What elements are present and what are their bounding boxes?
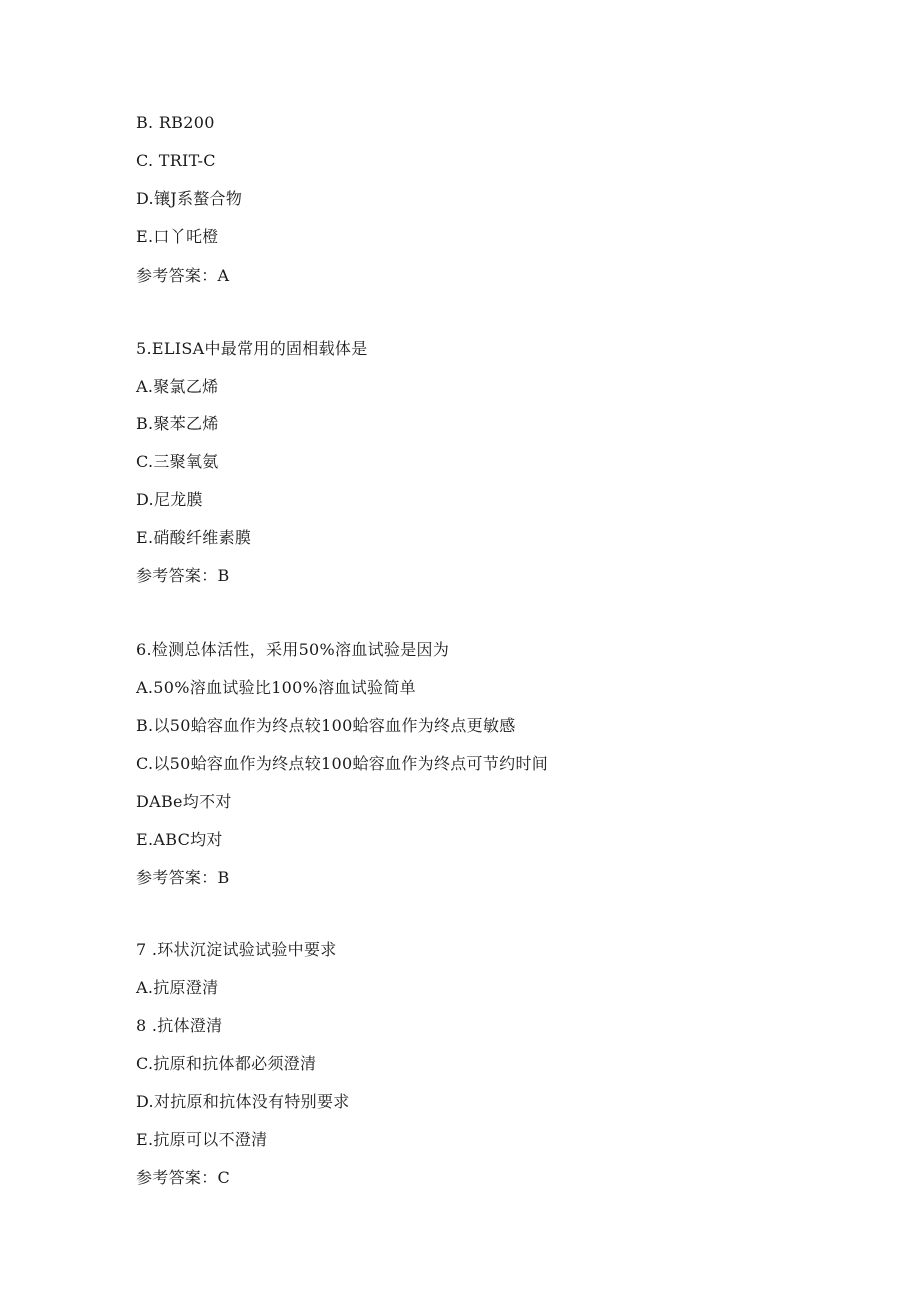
q5-question: 5.ELISA中最常用的固相载体是 <box>136 339 368 358</box>
q6-answer: 参考答案：B <box>136 868 230 887</box>
q6-option-b: B.以50蛤容血作为终点较100蛤容血作为终点更敏感 <box>136 716 516 735</box>
q7-option-a: A.抗原澄清 <box>136 978 219 997</box>
q7-option-d: D.对抗原和抗体没有特别要求 <box>136 1092 350 1111</box>
q7-answer: 参考答案：C <box>136 1168 231 1187</box>
q7-question: 7 .环状沉淀试验试验中要求 <box>136 940 337 959</box>
q4-option-e: E.口丫吒橙 <box>136 227 219 246</box>
q5-answer: 参考答案：B <box>136 566 230 585</box>
q6-option-a: A.50%溶血试验比100%溶血试验简单 <box>136 678 416 697</box>
q6-question: 6.检测总体活性，采用50%溶血试验是因为 <box>136 640 450 659</box>
q4-option-c: C. TRIT-C <box>136 151 216 170</box>
q5-option-c: C.三聚氧氨 <box>136 452 219 471</box>
q7-option-b: 8 .抗体澄清 <box>136 1016 223 1035</box>
q4-option-d: D.镶J系螯合物 <box>136 189 243 208</box>
q5-option-b: B.聚苯乙烯 <box>136 414 219 433</box>
q5-option-a: A.聚氯乙烯 <box>136 377 219 396</box>
q6-option-d: DABe均不对 <box>136 792 232 811</box>
q7-option-c: C.抗原和抗体都必须澄清 <box>136 1054 317 1073</box>
q5-option-d: D.尼龙膜 <box>136 490 203 509</box>
q7-option-e: E.抗原可以不澄清 <box>136 1130 268 1149</box>
q6-option-e: E.ABC均对 <box>136 830 223 849</box>
q6-option-c: C.以50蛤容血作为终点较100蛤容血作为终点可节约时间 <box>136 754 549 773</box>
q4-answer: 参考答案：A <box>136 266 230 285</box>
q5-option-e: E.硝酸纤维素膜 <box>136 528 252 547</box>
q4-option-b: B. RB200 <box>136 113 215 132</box>
